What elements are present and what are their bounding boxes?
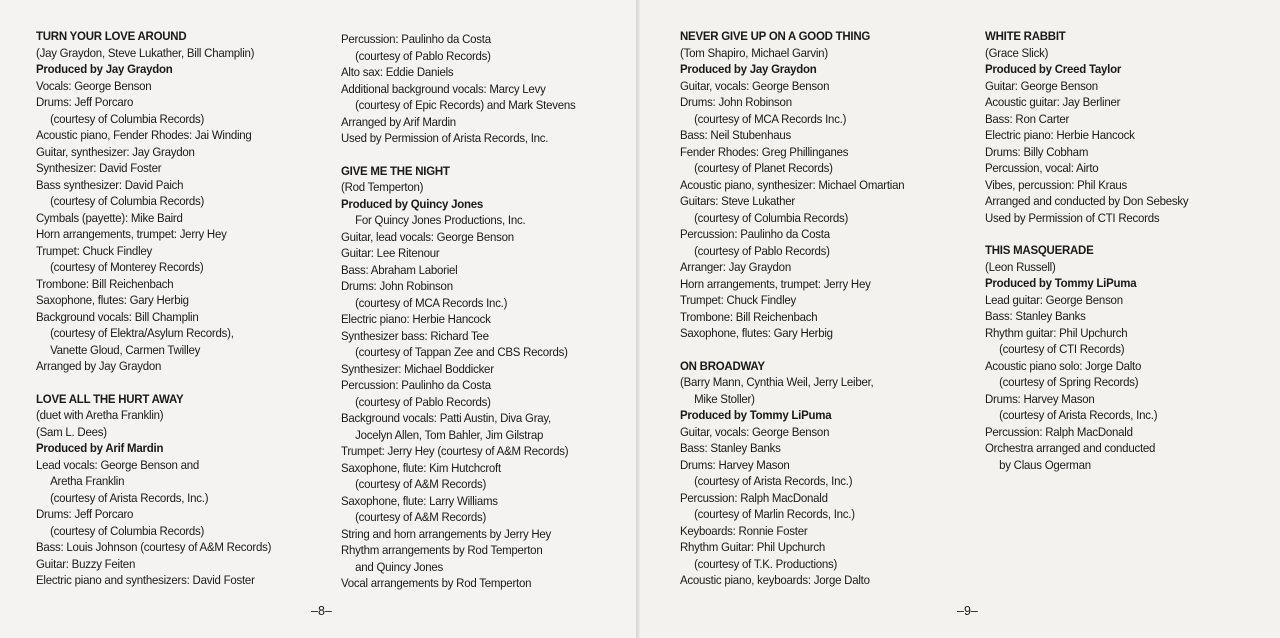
credit-line: Arranged by Jay Graydon: [36, 359, 162, 373]
credit-line: Percussion: Ralph MacDonald: [985, 424, 1133, 439]
credit-line: Rhythm arrangements by Rod Temperton: [341, 543, 543, 557]
credit-line: (Rod Temperton): [341, 180, 424, 194]
credit-line: Guitar, vocals: George Benson: [680, 78, 830, 93]
credit-line: Electric piano: Herbie Hancock: [985, 128, 1135, 142]
credit-line: Guitar: Lee Ritenour: [341, 246, 440, 260]
credit-line: (Jay Graydon, Steve Lukather, Bill Champlin): [36, 45, 255, 60]
song-credit-block: [341, 31, 575, 147]
credit-line: (courtesy of Pablo Records): [355, 48, 491, 63]
credit-line: Cymbals (payette): Mike Baird: [36, 210, 183, 225]
credit-line: Acoustic piano, keyboards: Jorge Dalto: [680, 573, 870, 587]
credit-line: (courtesy of Pablo Records): [694, 243, 830, 258]
credit-line: Drums: Harvey Mason: [985, 391, 1095, 406]
song-credit-block: [680, 358, 904, 589]
credit-line: String and horn arrangements by Jerry Hey: [341, 526, 552, 541]
credit-line: Background vocals: Patti Austin, Diva Gray,: [341, 411, 552, 425]
credit-line: Arranged and conducted by Don Sebesky: [985, 194, 1189, 208]
credit-line: Bass: Stanley Banks: [985, 309, 1086, 323]
song-credit-block: [36, 391, 271, 589]
credit-line: Percussion: Ralph MacDonald: [680, 490, 828, 505]
credit-line: (courtesy of Columbia Records): [694, 210, 849, 225]
credit-line: Bass: Stanley Banks: [680, 441, 781, 455]
page-number: –9–: [957, 604, 978, 618]
producer-line: Produced by Creed Taylor: [985, 62, 1122, 76]
credit-line: (courtesy of MCA Records Inc.): [355, 295, 508, 310]
song-credit-block: [341, 163, 575, 592]
credit-line: Acoustic piano, synthesizer: Michael Omartian: [680, 177, 905, 192]
credit-line: Trombone: Bill Reichenbach: [36, 276, 174, 291]
credit-line: Jocelyn Allen, Tom Bahler, Jim Gilstrap: [355, 427, 544, 442]
producer-line: Produced by Tommy LiPuma: [985, 276, 1137, 290]
credit-line: (courtesy of MCA Records Inc.): [694, 111, 847, 126]
credit-line: Saxophone, flute: Kim Hutchcroft: [341, 460, 501, 475]
credit-line: Bass: Ron Carter: [985, 111, 1070, 126]
credits-column: [985, 28, 1188, 489]
credit-line: (courtesy of A&M Records): [355, 477, 487, 491]
credit-line: (courtesy of Planet Records): [694, 161, 833, 175]
page-number: –8–: [311, 604, 332, 618]
credit-line: Saxophone, flute: Larry Williams: [341, 493, 498, 508]
credits-column: [341, 31, 575, 608]
credit-line: (courtesy of Marlin Records, Inc.): [694, 507, 855, 521]
credit-line: Bass: Abraham Laboriel: [341, 262, 458, 277]
credit-line: Guitar, synthesizer: Jay Graydon: [36, 144, 195, 159]
credit-line: (courtesy of A&M Records): [355, 510, 487, 524]
credit-line: Electric piano: Herbie Hancock: [341, 312, 491, 326]
credit-line: Horn arrangements, trumpet: Jerry Hey: [680, 276, 871, 291]
credit-line: Drums: Jeff Porcaro: [36, 507, 134, 521]
credit-line: Percussion: Paulinho da Costa: [341, 378, 491, 392]
credit-line: (courtesy of Tappan Zee and CBS Records): [355, 345, 568, 359]
credit-line: (courtesy of CTI Records): [999, 342, 1125, 356]
credit-line: Acoustic piano, Fender Rhodes: Jai Winding: [36, 128, 252, 142]
credit-line: (courtesy of Elektra/Asylum Records),: [50, 326, 234, 340]
credit-line: Acoustic piano solo: Jorge Dalto: [985, 358, 1142, 373]
producer-line: Produced by Jay Graydon: [36, 62, 173, 76]
left-page: [0, 0, 636, 638]
song-title: THIS MASQUERADE: [985, 243, 1094, 257]
credit-line: Drums: Jeff Porcaro: [36, 95, 134, 109]
credit-line: Bass: Neil Stubenhaus: [680, 128, 791, 142]
credit-line: Vocals: George Benson: [36, 78, 152, 93]
credit-line: Vanette Gloud, Carmen Twilley: [50, 342, 201, 357]
credit-line: (courtesy of Arista Records, Inc.): [50, 490, 209, 505]
credit-line: (courtesy of Arista Records, Inc.): [999, 408, 1158, 422]
credit-line: (Sam L. Dees): [36, 424, 107, 439]
credit-line: Lead guitar: George Benson: [985, 292, 1123, 307]
credit-line: Orchestra arranged and conducted: [985, 441, 1156, 455]
credit-line: Trumpet: Chuck Findley: [36, 243, 153, 258]
credit-line: (courtesy of T.K. Productions): [694, 556, 838, 571]
credit-line: Trombone: Bill Reichenbach: [680, 309, 818, 324]
credit-line: Guitars: Steve Lukather: [680, 194, 795, 208]
song-title: WHITE RABBIT: [985, 29, 1066, 43]
credit-line: (courtesy of Monterey Records): [50, 260, 204, 274]
song-title: GIVE ME THE NIGHT: [341, 163, 450, 178]
credit-line: (courtesy of Columbia Records): [50, 111, 205, 126]
credit-line: Bass: Louis Johnson (courtesy of A&M Records): [36, 540, 272, 554]
credit-line: Percussion, vocal: Airto: [985, 161, 1099, 175]
credit-line: Rhythm guitar: Phil Upchurch: [985, 325, 1128, 340]
credit-line: Synthesizer: David Foster: [36, 161, 162, 175]
credit-line: Keyboards: Ronnie Foster: [680, 523, 808, 538]
song-title: TURN YOUR LOVE AROUND: [36, 29, 187, 43]
credit-line: Percussion: Paulinho da Costa: [680, 227, 830, 241]
credit-line: Drums: Harvey Mason: [680, 457, 790, 472]
song-title: LOVE ALL THE HURT AWAY: [36, 391, 184, 406]
credit-line: (courtesy of Columbia Records): [50, 194, 205, 208]
producer-line: Produced by Quincy Jones: [341, 196, 484, 211]
credit-line: Saxophone, flutes: Gary Herbig: [36, 293, 189, 307]
credit-line: Trumpet: Jerry Hey (courtesy of A&M Records): [341, 444, 569, 458]
credit-line: Guitar: George Benson: [985, 78, 1098, 93]
credit-line: by Claus Ogerman: [999, 457, 1091, 472]
credit-line: Acoustic guitar: Jay Berliner: [985, 95, 1121, 109]
credit-line: For Quincy Jones Productions, Inc.: [355, 213, 526, 227]
credit-line: (courtesy of Arista Records, Inc.): [694, 474, 853, 488]
credit-line: (courtesy of Pablo Records): [355, 394, 491, 409]
song-title: ON BROADWAY: [680, 358, 765, 373]
credit-line: Alto sax: Eddie Daniels: [341, 65, 454, 79]
credit-line: Drums: John Robinson: [680, 95, 792, 109]
credit-line: Additional background vocals: Marcy Levy: [341, 81, 546, 96]
credit-line: Horn arrangements, trumpet: Jerry Hey: [36, 227, 227, 241]
credit-line: Rhythm Guitar: Phil Upchurch: [680, 540, 825, 554]
credit-line: Fender Rhodes: Greg Phillinganes: [680, 144, 849, 159]
credit-line: Guitar, vocals: George Benson: [680, 424, 830, 439]
credit-line: Arranged by Arif Mardin: [341, 114, 456, 129]
producer-line: Produced by Jay Graydon: [680, 62, 817, 76]
credits-column: [680, 28, 904, 605]
song-credit-block: [985, 28, 1188, 226]
credit-line: Saxophone, flutes: Gary Herbig: [680, 326, 833, 340]
credit-line: Bass synthesizer: David Paich: [36, 177, 184, 192]
credit-line: Synthesizer: Michael Boddicker: [341, 361, 494, 376]
credit-line: (Leon Russell): [985, 259, 1056, 274]
credit-line: Percussion: Paulinho da Costa: [341, 32, 491, 46]
credit-line: (duet with Aretha Franklin): [36, 408, 164, 422]
credit-line: Guitar: Buzzy Feiten: [36, 556, 136, 571]
producer-line: Produced by Arif Mardin: [36, 441, 164, 455]
credit-line: (courtesy of Epic Records) and Mark Stevens: [355, 98, 576, 112]
credit-line: (courtesy of Spring Records): [999, 375, 1139, 389]
credit-line: Electric piano and synthesizers: David Foster: [36, 573, 255, 587]
credit-line: Used by Permission of CTI Records: [985, 210, 1160, 225]
credit-line: Aretha Franklin: [50, 474, 125, 488]
song-credit-block: [985, 242, 1188, 473]
credit-line: Drums: John Robinson: [341, 279, 453, 293]
credit-line: Drums: Billy Cobham: [985, 144, 1089, 159]
credit-line: (courtesy of Columbia Records): [50, 523, 205, 538]
credit-line: (Grace Slick): [985, 45, 1049, 60]
right-page: [640, 0, 1280, 638]
credit-line: Lead vocals: George Benson and: [36, 457, 200, 472]
credit-line: Synthesizer bass: Richard Tee: [341, 328, 489, 343]
credit-line: (Tom Shapiro, Michael Garvin): [680, 45, 828, 60]
credit-line: Used by Permission of Arista Records, Inc.: [341, 131, 549, 145]
song-title: NEVER GIVE UP ON A GOOD THING: [680, 29, 871, 43]
credit-line: and Quincy Jones: [355, 559, 444, 574]
song-credit-block: [680, 28, 904, 342]
credit-line: Trumpet: Chuck Findley: [680, 293, 797, 307]
credits-column: [36, 28, 271, 605]
credit-line: Arranger: Jay Graydon: [680, 260, 791, 274]
credit-line: Vibes, percussion: Phil Kraus: [985, 177, 1127, 192]
song-credit-block: [36, 28, 271, 375]
producer-line: Produced by Tommy LiPuma: [680, 408, 832, 422]
credit-line: Mike Stoller): [694, 391, 755, 406]
credit-line: Background vocals: Bill Champlin: [36, 309, 199, 324]
credit-line: (Barry Mann, Cynthia Weil, Jerry Leiber,: [680, 375, 874, 389]
credit-line: Vocal arrangements by Rod Temperton: [341, 576, 532, 590]
credit-line: Guitar, lead vocals: George Benson: [341, 229, 514, 244]
